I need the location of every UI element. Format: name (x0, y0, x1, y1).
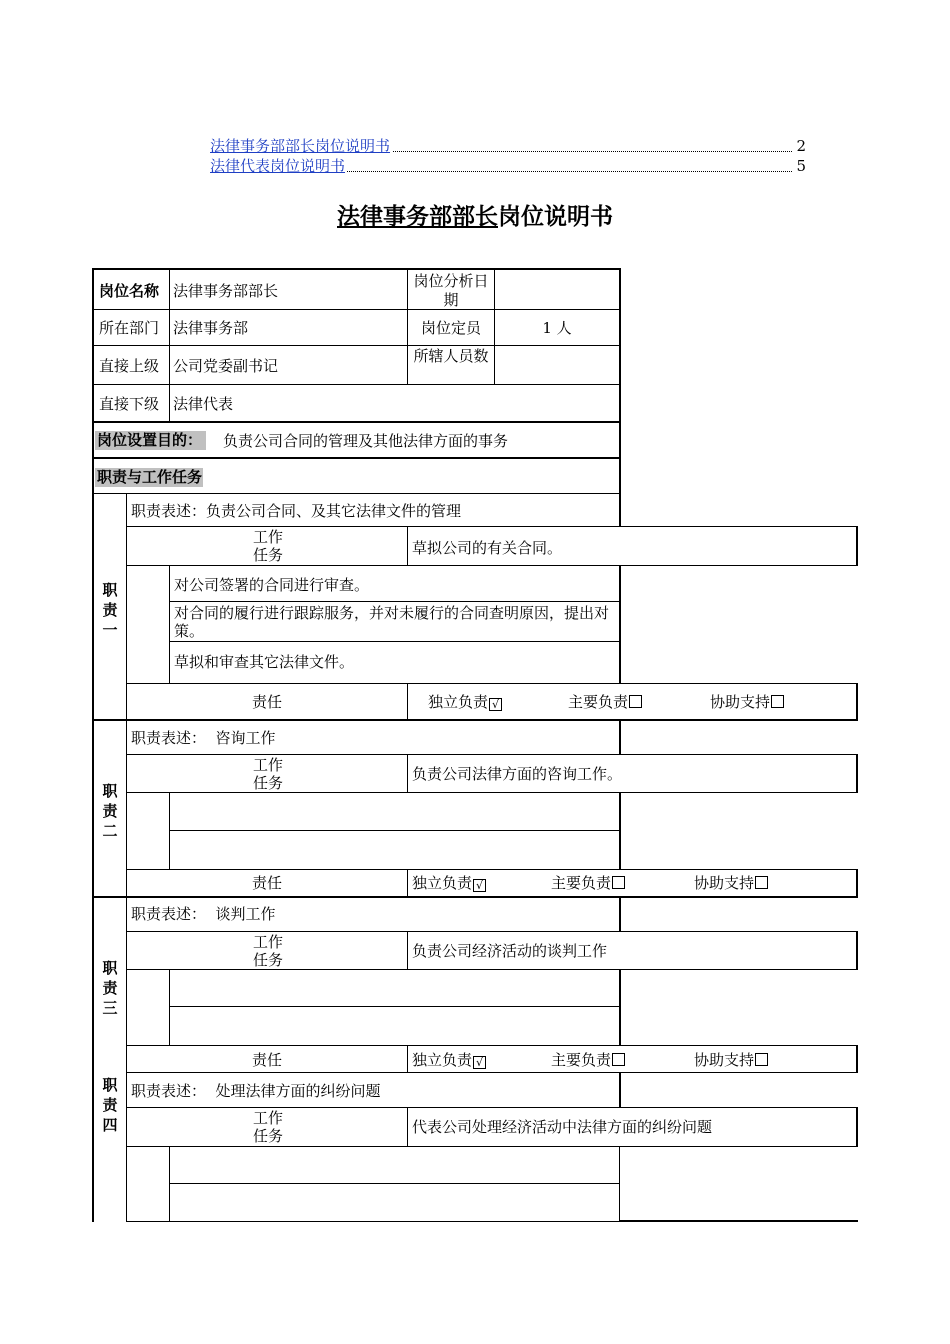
analysis-date-label: 岗位分析日期 (413, 272, 489, 309)
dept-label: 所在部门 (99, 319, 160, 337)
checkbox-checked-icon[interactable]: √ (473, 1056, 486, 1069)
page-title-rest: 岗位说明书 (498, 204, 613, 230)
checkbox-empty-icon[interactable] (629, 695, 642, 708)
checkbox-empty-icon[interactable] (755, 1053, 768, 1066)
checkbox-empty-icon[interactable] (612, 1053, 625, 1066)
superior-label: 直接上级 (99, 357, 160, 375)
resp-main[interactable]: 主要负责 (551, 1051, 625, 1070)
checkbox-empty-icon[interactable] (755, 876, 768, 889)
quota-label: 岗位定员 (420, 319, 481, 337)
toc-link[interactable]: 法律代表岗位说明书 (210, 157, 346, 175)
dept-value: 法律事务部 (173, 319, 249, 337)
resp-main[interactable]: 主要负责 (568, 693, 642, 712)
duties-header: 职责与工作任务 (97, 468, 203, 486)
task-item: 负责公司经济活动的谈判工作 (412, 942, 608, 960)
task-item: 对合同的履行进行跟踪服务，并对未履行的合同查明原因，提出对策。 (174, 604, 610, 640)
resp-main[interactable]: 主要负责 (551, 874, 625, 893)
duty-description: 职责表述： 咨询工作 (131, 729, 276, 747)
subordinates-count-label: 所辖人员数 (413, 347, 489, 365)
task-label: 工作任务 (252, 756, 283, 792)
resp-independent[interactable]: 独立负责 √ (412, 1051, 486, 1070)
task-label: 工作任务 (252, 528, 283, 564)
checkbox-empty-icon[interactable] (612, 876, 625, 889)
responsibility-label: 责任 (251, 693, 282, 711)
toc-page-number: 5 (796, 157, 806, 175)
subordinate-label: 直接下级 (99, 395, 160, 413)
responsibility-label: 责任 (251, 874, 282, 892)
resp-independent[interactable]: 独立负责 √ (412, 874, 486, 893)
duty-label: 职责三 (102, 959, 118, 1017)
post-name-value: 法律事务部部长 (173, 282, 279, 300)
subordinate-value: 法律代表 (173, 395, 234, 413)
toc-entry[interactable] (210, 156, 806, 176)
task-item: 代表公司处理经济活动中法律方面的纠纷问题 (412, 1118, 713, 1136)
duty-label: 职责二 (102, 782, 118, 840)
task-label: 工作任务 (252, 933, 283, 969)
superior-value: 公司党委副书记 (173, 357, 279, 375)
purpose-value: 负责公司合同的管理及其他法律方面的事务 (223, 432, 509, 450)
checkbox-empty-icon[interactable] (771, 695, 784, 708)
toc-entry[interactable] (210, 136, 806, 156)
page-title-underlined: 法律事务部部长 (337, 204, 498, 230)
page-title (0, 198, 950, 231)
quota-value: 1 人 (542, 319, 572, 337)
duty-description: 职责表述： 谈判工作 (131, 905, 276, 923)
duty-label: 职责一 (102, 581, 118, 639)
resp-assist[interactable]: 协助支持 (694, 874, 768, 893)
duty-label: 职责四 (102, 1076, 118, 1134)
duty-description: 职责表述： 处理法律方面的纠纷问题 (131, 1082, 381, 1100)
resp-assist[interactable]: 协助支持 (694, 1051, 768, 1070)
task-item: 草拟公司的有关合同。 (412, 539, 563, 557)
toc-link[interactable]: 法律事务部部长岗位说明书 (210, 137, 391, 155)
checkbox-checked-icon[interactable]: √ (473, 879, 486, 892)
resp-assist[interactable]: 协助支持 (710, 693, 784, 712)
task-item: 对公司签署的合同进行审查。 (174, 576, 370, 594)
duty-description: 职责表述：负责公司合同、及其它法律文件的管理 (131, 502, 462, 520)
purpose-label: 岗位设置目的： (95, 431, 206, 450)
task-label: 工作任务 (252, 1109, 283, 1145)
checkbox-checked-icon[interactable]: √ (489, 698, 502, 711)
resp-independent[interactable]: 独立负责 √ (428, 693, 502, 712)
responsibility-label: 责任 (251, 1051, 282, 1069)
toc-page-number: 2 (796, 137, 806, 155)
task-item: 负责公司法律方面的咨询工作。 (412, 765, 623, 783)
task-item: 草拟和审查其它法律文件。 (174, 653, 355, 671)
post-name-label: 岗位名称 (99, 282, 160, 300)
